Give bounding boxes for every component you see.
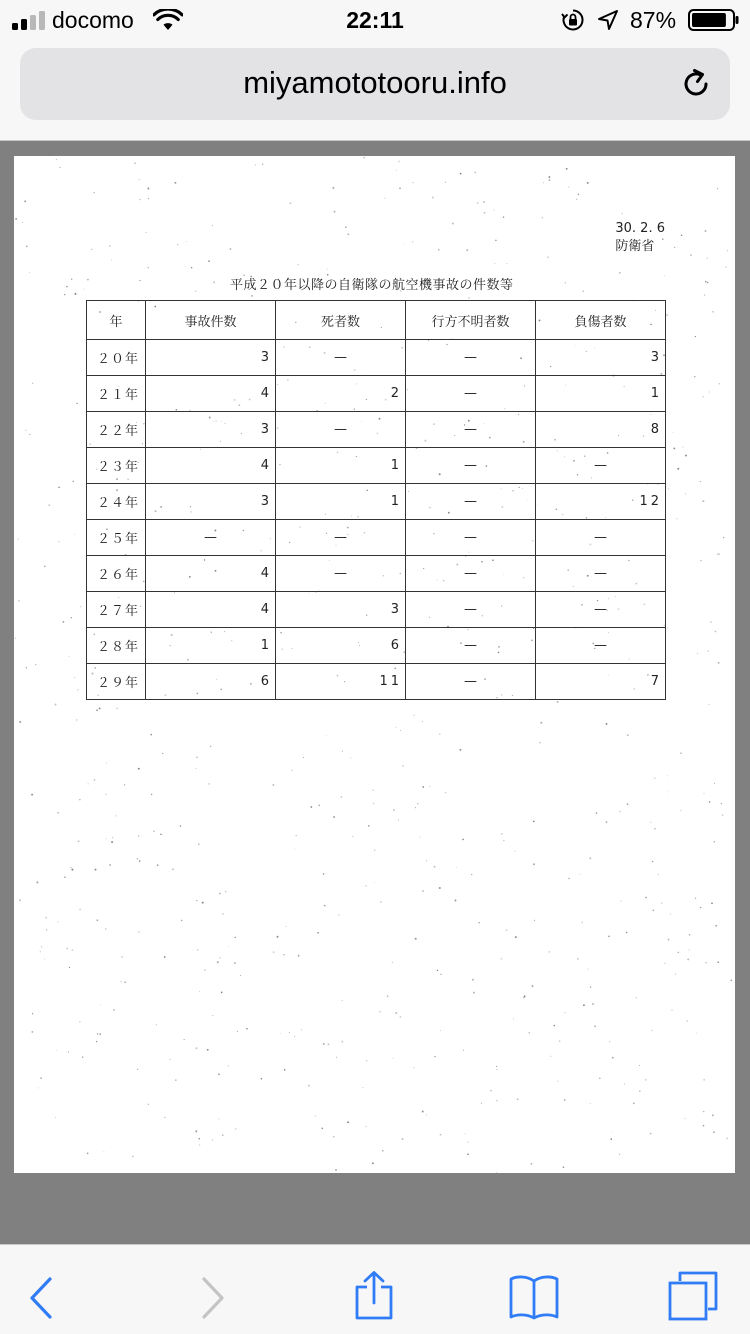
cell-injured: — bbox=[536, 628, 666, 664]
table-row bbox=[87, 448, 666, 484]
cell-accidents: 1 bbox=[146, 628, 276, 664]
document-date: 30. 2. 6 bbox=[615, 221, 665, 236]
cell-injured: 7 bbox=[536, 664, 666, 700]
cell-deaths: — bbox=[276, 556, 406, 592]
column-header-year: 年 bbox=[87, 301, 146, 340]
address-bar[interactable] bbox=[20, 48, 730, 120]
document-title: 平成２０年以降の自衛隊の航空機事故の件数等 bbox=[230, 278, 514, 293]
cell-missing: — bbox=[406, 484, 536, 520]
cell-missing: — bbox=[406, 520, 536, 556]
cell-injured: — bbox=[536, 556, 666, 592]
cell-deaths: 2 bbox=[276, 376, 406, 412]
cell-injured: — bbox=[536, 592, 666, 628]
table-row bbox=[87, 484, 666, 520]
carrier-name: docomo bbox=[52, 7, 134, 33]
cell-deaths: — bbox=[276, 340, 406, 376]
battery-icon bbox=[688, 9, 740, 31]
tabs-button[interactable] bbox=[668, 1271, 718, 1321]
column-header-deaths: 死者数 bbox=[276, 301, 406, 340]
cell-deaths: 11 bbox=[276, 664, 406, 700]
bookmarks-button[interactable] bbox=[509, 1271, 559, 1321]
cell-injured: 1 bbox=[536, 376, 666, 412]
cell-year: ２８年 bbox=[87, 628, 146, 664]
table-row bbox=[87, 412, 666, 448]
forward-button[interactable] bbox=[186, 1271, 236, 1321]
table-row bbox=[87, 592, 666, 628]
cell-year: ２５年 bbox=[87, 520, 146, 556]
cell-injured: 8 bbox=[536, 412, 666, 448]
document-page bbox=[14, 156, 735, 1173]
cell-accidents: 3 bbox=[146, 340, 276, 376]
cell-missing: — bbox=[406, 556, 536, 592]
cell-deaths: — bbox=[276, 412, 406, 448]
document-header bbox=[615, 220, 665, 256]
cell-missing: — bbox=[406, 664, 536, 700]
cell-year: ２１年 bbox=[87, 376, 146, 412]
table-header-row bbox=[87, 301, 666, 340]
cell-missing: — bbox=[406, 448, 536, 484]
cell-year: ２６年 bbox=[87, 556, 146, 592]
column-header-accidents: 事故件数 bbox=[146, 301, 276, 340]
cell-accidents: 6 bbox=[146, 664, 276, 700]
cell-missing: — bbox=[406, 628, 536, 664]
cell-injured: 12 bbox=[536, 484, 666, 520]
cell-accidents: — bbox=[146, 520, 276, 556]
table-row bbox=[87, 628, 666, 664]
table-row bbox=[87, 340, 666, 376]
cell-year: ２４年 bbox=[87, 484, 146, 520]
back-button[interactable] bbox=[18, 1271, 68, 1321]
cell-accidents: 4 bbox=[146, 448, 276, 484]
browser-header bbox=[0, 40, 750, 141]
table-row bbox=[87, 520, 666, 556]
reload-icon[interactable] bbox=[678, 66, 714, 102]
cell-accidents: 4 bbox=[146, 592, 276, 628]
clock: 22:11 bbox=[346, 7, 404, 33]
browser-toolbar bbox=[0, 1244, 750, 1334]
cell-year: ２９年 bbox=[87, 664, 146, 700]
cell-deaths: 1 bbox=[276, 484, 406, 520]
accident-table bbox=[86, 300, 666, 700]
cell-accidents: 4 bbox=[146, 376, 276, 412]
rotation-lock-icon bbox=[561, 8, 585, 32]
cell-accidents: 4 bbox=[146, 556, 276, 592]
table-row bbox=[87, 664, 666, 700]
table-row bbox=[87, 556, 666, 592]
cell-deaths: 3 bbox=[276, 592, 406, 628]
cell-deaths: — bbox=[276, 520, 406, 556]
cell-accidents: 3 bbox=[146, 484, 276, 520]
column-header-missing: 行方不明者数 bbox=[406, 301, 536, 340]
cell-injured: — bbox=[536, 448, 666, 484]
cell-injured: 3 bbox=[536, 340, 666, 376]
location-arrow-icon bbox=[597, 9, 619, 31]
column-header-injured: 負傷者数 bbox=[536, 301, 666, 340]
cell-injured: — bbox=[536, 520, 666, 556]
document-issuer: 防衛省 bbox=[615, 239, 655, 254]
cell-year: ２７年 bbox=[87, 592, 146, 628]
cell-deaths: 1 bbox=[276, 448, 406, 484]
share-button[interactable] bbox=[349, 1271, 399, 1321]
cell-accidents: 3 bbox=[146, 412, 276, 448]
status-bar bbox=[0, 0, 750, 40]
cell-missing: — bbox=[406, 340, 536, 376]
battery-percent: 87% bbox=[630, 7, 677, 33]
table-row bbox=[87, 376, 666, 412]
url-text[interactable]: miyamototooru.info bbox=[243, 65, 507, 100]
cell-missing: — bbox=[406, 412, 536, 448]
cell-missing: — bbox=[406, 376, 536, 412]
cell-year: ２０年 bbox=[87, 340, 146, 376]
cell-year: ２２年 bbox=[87, 412, 146, 448]
cell-missing: — bbox=[406, 592, 536, 628]
cell-year: ２３年 bbox=[87, 448, 146, 484]
cell-deaths: 6 bbox=[276, 628, 406, 664]
